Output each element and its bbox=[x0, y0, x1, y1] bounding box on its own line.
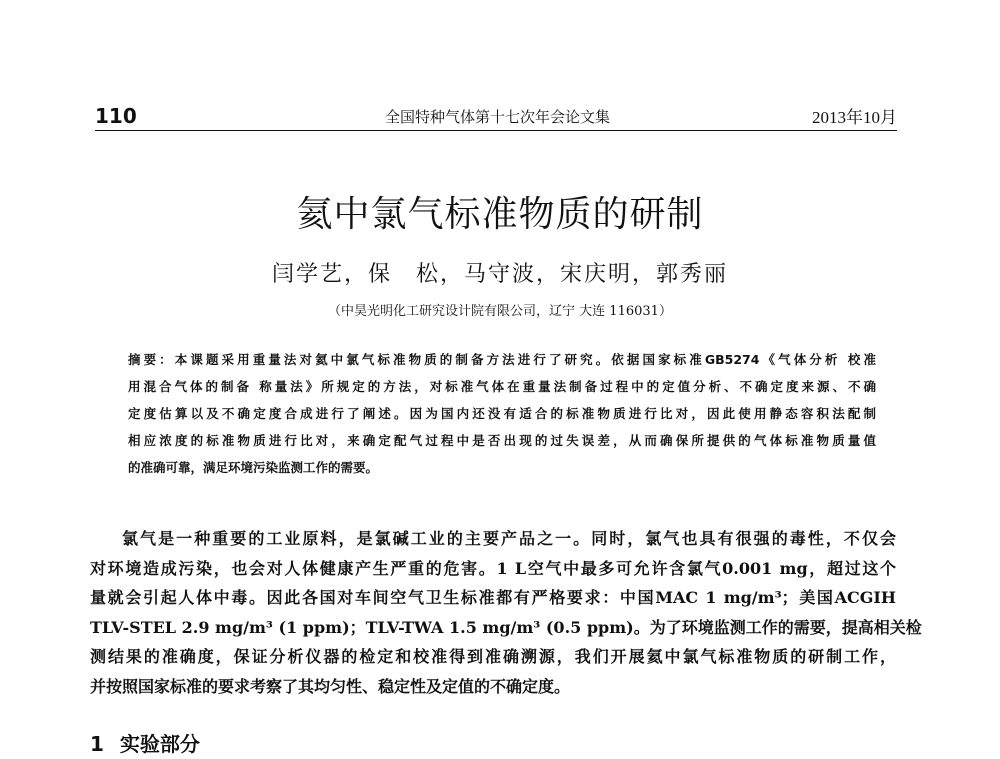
paper-authors: 闫学艺，保 松，马守波，宋庆明，郭秀丽 bbox=[271, 262, 728, 287]
body-line: 并按照国家标准的要求考察了其均匀性、稳定性及定值的不确定度。 bbox=[90, 676, 571, 696]
abstract-line: 相应浓度的标准物质进行比对，来确定配气过程中是否出现的过失误差，从而确保所提供的气体标准物质量值 bbox=[128, 433, 876, 448]
abstract-label: 摘要： bbox=[128, 352, 175, 367]
journal-title: 全国特种气体第十七次年会论文集 bbox=[385, 108, 611, 126]
body-line: 对环境造成污染，也会对人体健康产生严重的危害。1 L空气中最多可允许含氯气0.001 mg，超过这个 bbox=[90, 558, 896, 578]
abstract-text: 本课题采用重量法对氦中氯气标准物质的制备方法进行了研究。依据国家标准GB5274《气体分析 校准 bbox=[174, 352, 876, 367]
section-heading bbox=[90, 728, 200, 757]
abstract-line: 的准确可靠，满足环境污染监测工作的需要。 bbox=[128, 460, 379, 475]
body-line: TLV-STEL 2.9 mg/m³ (1 ppm)；TLV-TWA 1.5 mg/m³ (0.5 ppm)。为了环境监测工作的需要，提高相关检 bbox=[90, 617, 922, 637]
paper-title: 氦中氯气标准物质的研制 bbox=[296, 194, 704, 235]
body-line: 氯气是一种重要的工业原料，是氯碱工业的主要产品之一。同时，氯气也具有很强的毒性，不仅会 bbox=[122, 529, 896, 548]
abstract-line bbox=[128, 346, 876, 373]
abstract bbox=[128, 346, 876, 481]
running-header bbox=[95, 104, 897, 131]
section-title: 实验部分 bbox=[119, 732, 200, 756]
abstract-line: 用混合气体的制备 称量法》所规定的方法，对标准气体在重量法制备过程中的定值分析、不确定度来源、不确 bbox=[128, 379, 876, 394]
body-paragraph bbox=[90, 524, 922, 701]
body-line: 量就会引起人体中毒。因此各国对车间空气卫生标准都有严格要求：中国MAC 1 mg/m³；美国ACGIH bbox=[90, 588, 896, 607]
section-number: 1 bbox=[90, 732, 104, 756]
paper-affiliation: （中昊光明化工研究设计院有限公司，辽宁 大连 116031） bbox=[328, 304, 672, 319]
body-line: 测结果的准确度，保证分析仪器的检定和校准得到准确溯源，我们开展氦中氯气标准物质的研制工作， bbox=[90, 647, 896, 666]
publication-date: 2013年10月 bbox=[812, 108, 897, 127]
abstract-line: 定度估算以及不确定度合成进行了阐述。因为国内还没有适合的标准物质进行比对，因此使用静态容积法配制 bbox=[128, 406, 876, 421]
page-number: 110 bbox=[95, 104, 137, 128]
